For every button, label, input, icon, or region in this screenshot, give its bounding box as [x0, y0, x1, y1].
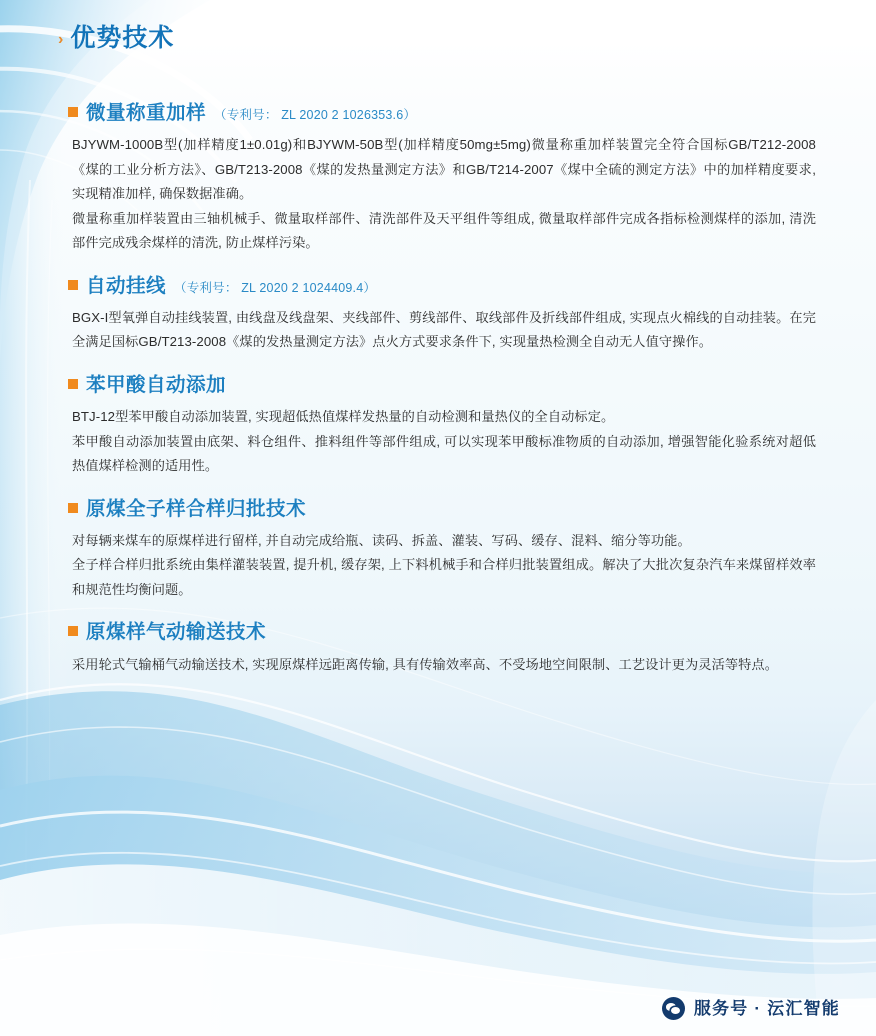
bullet-square-icon	[68, 280, 78, 290]
section-patent-number: （专利号： ZL 2020 2 1024409.4）	[174, 280, 377, 295]
bullet-square-icon	[68, 107, 78, 117]
section-heading	[68, 622, 816, 643]
section-body	[68, 529, 816, 602]
section-weighing	[68, 103, 816, 256]
section-body	[68, 306, 816, 355]
bullet-square-icon	[68, 626, 78, 636]
section-heading	[68, 375, 816, 396]
chevron-right-icon: ›	[58, 30, 64, 48]
paragraph: 苯甲酸自动添加装置由底架、料仓组件、推料组件等部件组成, 可以实现苯甲酸标准物质的自动添加, 增强智能化验系统对超低热值煤样检测的适用性。	[72, 433, 816, 474]
section-auto-wire	[68, 276, 816, 355]
section-heading	[68, 499, 816, 520]
wechat-icon	[662, 997, 685, 1020]
page-title: 优势技术	[70, 24, 175, 52]
paragraph: BGX-I型氧弹自动挂线装置, 由线盘及线盘架、夹线部件、剪线部件、取线部件及折线部件组成, 实现点火棉线的自动挂装。在完全满足国标GB/T213-2008《煤的发热量测定方法》点火方式要求条件下, 实现量热检测全自动无人值守操作。	[72, 309, 816, 350]
footer-account-text: 服务号 · 沄汇智能	[693, 999, 840, 1018]
footer-account-badge	[662, 997, 840, 1020]
section-heading	[68, 276, 816, 297]
section-title: 微量称重加样	[86, 102, 207, 124]
section-body	[68, 405, 816, 478]
section-patent-number: （专利号： ZL 2020 2 1026353.6）	[214, 108, 417, 122]
paragraph: 全子样合样归批系统由集样灌装装置, 提升机, 缓存架, 上下料机械手和合样归批装置组成。解决了大批次复杂汽车来煤留样效率和规范性均衡问题。	[72, 557, 816, 597]
section-body	[68, 133, 816, 255]
section-pneumatic-transport	[68, 622, 816, 677]
bullet-square-icon	[68, 379, 78, 389]
section-heading	[68, 103, 816, 124]
section-title: 原煤全子样合样归批技术	[86, 497, 307, 520]
content-column	[68, 103, 816, 697]
bullet-square-icon	[68, 503, 78, 513]
section-title: 原煤样气动输送技术	[86, 621, 267, 644]
paragraph: 微量称重加样装置由三轴机械手、微量取样部件、清洗部件及天平组件等组成, 微量取样部件完成各指标检测煤样的添加, 清洗部件完成残余煤样的清洗, 防止煤样污染。	[72, 210, 816, 251]
section-subsample-merge	[68, 499, 816, 603]
page-title-row	[58, 26, 174, 51]
paragraph: BJYWM-1000B型(加样精度1±0.01g)和BJYWM-50B型(加样精度50mg±5mg)微量称重加样装置完全符合国标GB/T212-2008《煤的工业分析方法》、GB/T213-2008《煤的发热量测定方法》和GB/T214-2007《煤中全硫的测定方法》中的加样精度要求, 实现精准加样, 确保数据准确。	[72, 137, 816, 202]
paragraph: 对每辆来煤车的原煤样进行留样, 并自动完成给瓶、读码、拆盖、灌装、写码、缓存、混料、缩分等功能。	[72, 532, 691, 548]
paragraph: BTJ-12型苯甲酸自动添加装置, 实现超低热值煤样发热量的自动检测和量热仪的全自动标定。	[72, 409, 615, 425]
section-body	[68, 653, 816, 677]
paragraph: 采用轮式气输桶气动输送技术, 实现原煤样远距离传输, 具有传输效率高、不受场地空间限制、工艺设计更为灵活等特点。	[72, 656, 779, 672]
section-benzoic-acid	[68, 375, 816, 479]
section-title: 自动挂线	[86, 274, 167, 297]
section-title: 苯甲酸自动添加	[86, 373, 227, 396]
